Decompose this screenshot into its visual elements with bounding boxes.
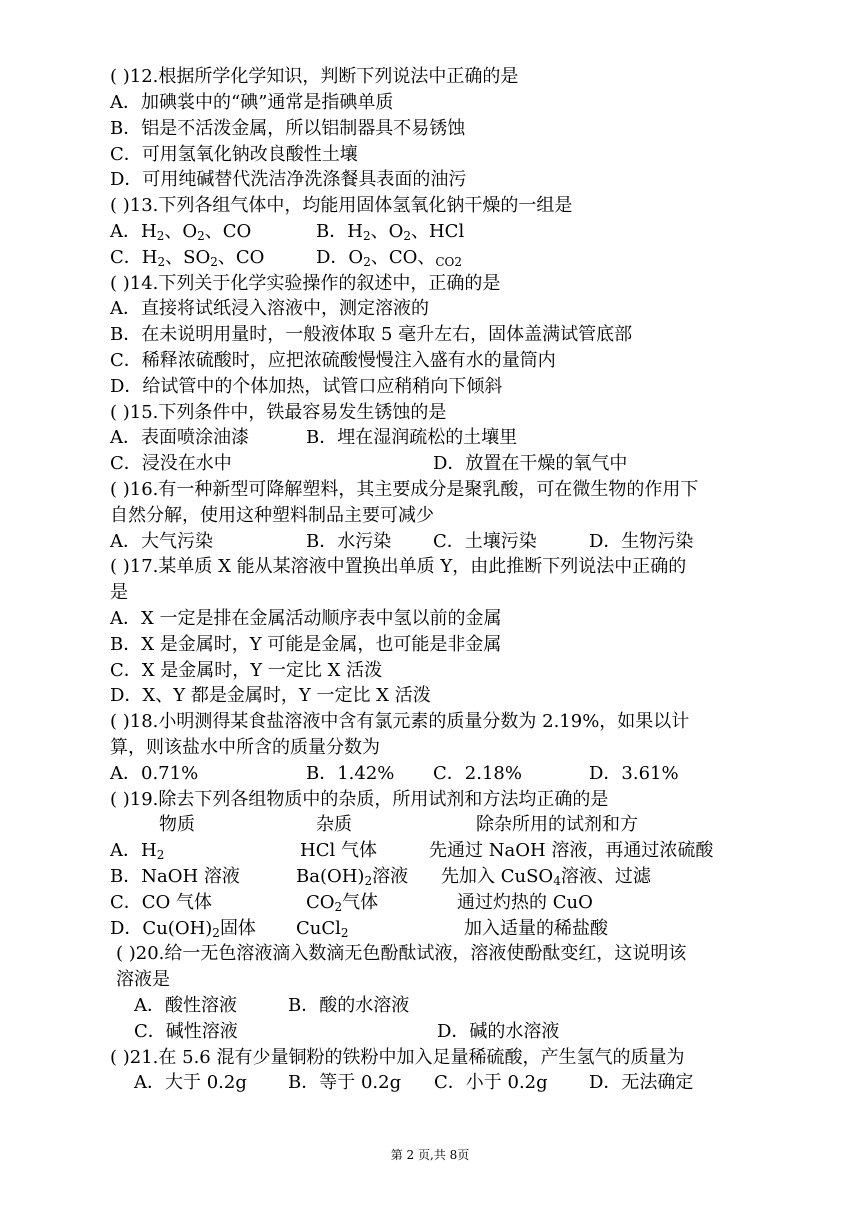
q16-option-b: B．水污染: [306, 531, 392, 552]
q17-stem-line1: ( )17.某单质 X 能从某溶液中置换出单质 Y，由此推断下列说法中正确的: [110, 556, 687, 577]
q17-option-b: B．X 是金属时，Y 可能是金属，也可能是非金属: [110, 634, 502, 655]
q14-option-a: A．直接将试纸浸入溶液中，测定溶液的: [110, 298, 429, 319]
q17-option-a: A．X 一定是排在金属活动顺序表中氢以前的金属: [110, 608, 502, 629]
q21-option-d: D．无法确定: [589, 1072, 694, 1093]
q18-option-a: A．0.71%: [110, 763, 199, 784]
q19-row-c-method: 通过灼热的 CuO: [457, 892, 593, 913]
q18-stem-line1: ( )18.小明测得某食盐溶液中含有氯元素的质量分数为 2.19%，如果以计: [110, 711, 690, 732]
q20-option-a: A．酸性溶液: [134, 995, 237, 1016]
q16-stem-line1: ( )16.有一种新型可降解塑料，其主要成分是聚乳酸，可在微生物的作用下: [110, 479, 699, 500]
q21-option-a: A．大于 0.2g: [134, 1072, 247, 1093]
q20-stem-line2: 溶液是: [116, 969, 170, 990]
q17-option-c: C．X 是金属时，Y 一定比 X 活泼: [110, 660, 383, 681]
q12-option-d: D．可用纯碱替代洗洁净洗涤餐具表面的油污: [110, 169, 467, 190]
q19-row-d-method: 加入适量的稀盐酸: [464, 918, 608, 939]
q13-option-b: B．$H_2$、$O_2$、HCl: [316, 221, 465, 243]
q20-option-b: B．酸的水溶液: [288, 995, 410, 1016]
q15-option-a: A．表面喷涂油漆: [110, 427, 249, 448]
q14-stem: ( )14.下列关于化学实验操作的叙述中，正确的是: [110, 273, 501, 294]
q12-option-b: B．铝是不活泼金属，所以铝制器具不易锈蚀: [110, 118, 466, 139]
q14-option-d: D．给试管中的个体加热，试管口应稍稍向下倾斜: [110, 376, 503, 397]
q13-option-a: A．$H_2$、$O_2$、CO: [110, 221, 252, 243]
q19-row-a-substance: A．$H_2$: [110, 840, 165, 862]
q17-option-d: D．X、Y 都是金属时，Y 一定比 X 活泼: [110, 685, 431, 706]
q17-stem-line2: 是: [110, 582, 128, 603]
q19-row-c-impurity: $CO_2$气体: [306, 892, 379, 914]
q19-row-b-substance: B．NaOH 溶液: [110, 866, 240, 887]
q19-row-d-substance: D．$Cu(OH)_2$固体: [110, 918, 256, 940]
q12-stem: ( )12.根据所学化学知识，判断下列说法中正确的是: [110, 66, 519, 87]
q18-option-d: D．3.61%: [589, 763, 679, 784]
q21-option-b: B．等于 0.2g: [288, 1072, 402, 1093]
q20-stem-line1: ( )20.给一无色溶液滴入数滴无色酚酞试液，溶液使酚酞变红，这说明该: [116, 943, 687, 964]
q18-option-b: B．1.42%: [306, 763, 395, 784]
q12-option-a: A．加碘裳中的“碘”通常是指碘单质: [110, 92, 394, 113]
q19-row-a-impurity: HCl 气体: [300, 840, 377, 861]
q15-option-d: D．放置在干燥的氧气中: [433, 453, 628, 474]
q13-option-c: C．$H_2$、$SO_2$、CO: [110, 247, 265, 269]
q16-option-d: D．生物污染: [589, 531, 694, 552]
q21-option-c: C．小于 0.2g: [434, 1072, 548, 1093]
q13-stem: ( )13.下列各组气体中，均能用固体氢氧化钠干燥的一组是: [110, 195, 573, 216]
q19-stem: ( )19.除去下列各组物质中的杂质，所用试剂和方法均正确的是: [110, 789, 609, 810]
q16-option-a: A．大气污染: [110, 531, 213, 552]
q15-option-b: B．埋在湿润疏松的土壤里: [306, 427, 518, 448]
q20-option-d: D．碱的水溶液: [437, 1021, 560, 1042]
page-footer: 第 2 页,共 8页: [390, 1148, 470, 1162]
q19-row-a-method: 先通过 NaOH 溶液，再通过浓硫酸: [429, 840, 714, 861]
q18-stem-line2: 算，则该盐水中所含的质量分数为: [110, 737, 380, 758]
q19-header-impurity: 杂质: [316, 814, 352, 835]
q19-row-c-substance: C．CO 气体: [110, 892, 213, 913]
q14-option-c: C．稀释浓硫酸时，应把浓硫酸慢慢注入盛有水的量筒内: [110, 350, 556, 371]
q14-option-b: B．在未说明用量时，一般液体取 5 毫升左右，固体盖满试管底部: [110, 324, 633, 345]
q15-option-c: C．浸没在水中: [110, 453, 232, 474]
q19-header-substance: 物质: [159, 814, 195, 835]
q21-stem: ( )21.在 5.6 混有少量铜粉的铁粉中加入足量稀硫酸，产生氢气的质量为: [110, 1047, 685, 1068]
q19-header-method: 除杂所用的试剂和方: [476, 814, 638, 835]
q19-row-b-impurity: $Ba(OH)_2$溶液: [296, 866, 409, 888]
q18-option-c: C．2.18%: [433, 763, 522, 784]
q13-option-d: D．$O_2$、CO、$_{CO2}$: [316, 247, 463, 269]
q19-row-b-method: 先加入 CuSO$_4$溶液、过滤: [441, 866, 651, 888]
q15-stem: ( )15.下列条件中，铁最容易发生锈蚀的是: [110, 402, 447, 423]
q20-option-c: C．碱性溶液: [134, 1021, 238, 1042]
q16-stem-line2: 自然分解，使用这种塑料制品主要可减少: [110, 505, 434, 526]
q12-option-c: C．可用氢氧化钠改良酸性土壤: [110, 144, 358, 165]
q16-option-c: C．土壤污染: [433, 531, 537, 552]
q19-row-d-impurity: CuCl$_2$: [296, 918, 349, 940]
